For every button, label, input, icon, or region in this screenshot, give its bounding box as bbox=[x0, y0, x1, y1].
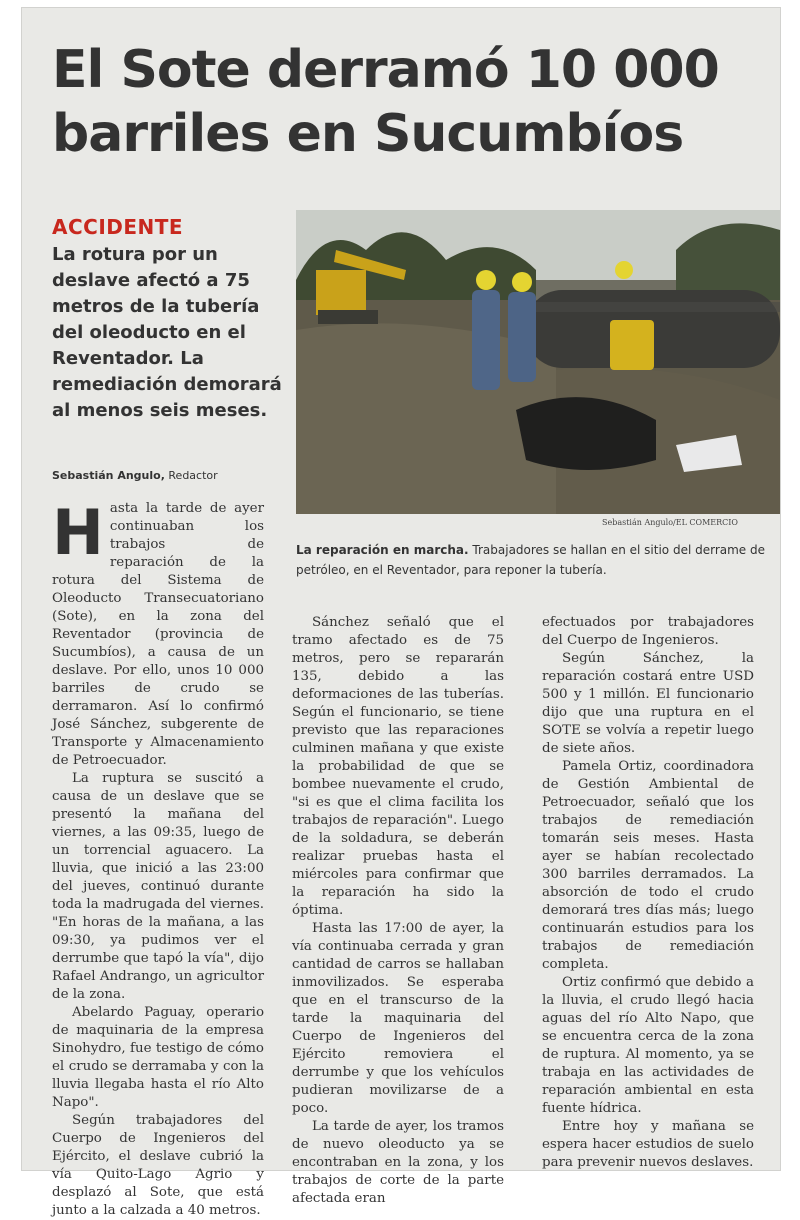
drop-cap: H bbox=[52, 496, 104, 569]
paragraph: asta la tarde de ayer continuaban los trabajos de reparación de la rotura del Sistema de Oleoducto Transecuatoriano (Sote), en la zona del Reventador (provincia de Sucumbíos), a causa de un deslave. Por ello, unos 10 000 barriles de crudo se derramaron. Así lo confirmó José Sánchez, subgerente de Transporte y Almacenamiento de Petroecuador. bbox=[52, 501, 264, 768]
caption-lead: La reparación en marcha. bbox=[296, 543, 469, 557]
paragraph: Ortiz confirmó que debido a la lluvia, el crudo llegó hacia aguas del río Alto Napo, que se encuentra cerca de la zona de ruptura. Al momento, ya se trabaja en las actividades de reparación ambiental en esta fuente hídrica. bbox=[542, 975, 754, 1116]
headline: El Sote derramó 10 000 barriles en Sucumbíos bbox=[52, 40, 719, 164]
newspaper-clipping bbox=[22, 8, 780, 1218]
paragraph: La tarde de ayer, los tramos de nuevo oleoducto ya se encontraban en la zona, y los trabajos de corte de la parte afectada eran bbox=[292, 1119, 504, 1206]
pipeline-repair-photo bbox=[296, 210, 780, 514]
article-photo bbox=[296, 210, 780, 514]
article-column-2 bbox=[292, 614, 504, 1208]
section-kicker: ACCIDENTE bbox=[52, 215, 184, 239]
paragraph: Según Sánchez, la reparación costará entre USD 500 y 1 millón. El funcionario dijo que una ruptura en el SOTE se volvía a repetir luego de siete años. bbox=[542, 651, 754, 756]
paragraph: efectuados por trabajadores del Cuerpo de Ingenieros. bbox=[542, 615, 754, 648]
paragraph: Sánchez señaló que el tramo afectado es de 75 metros, pero se repararán 135, debido a las deformaciones de las tuberías. Según el funcionario, se tiene previsto que las reparaciones culminen mañana y que existe la probabilidad de que se bombee nuevamente el crudo, "si es que el clima facilita los trabajos de reparación". Luego de la soldadura, se deberán realizar pruebas hasta el miércoles para confirmar que la reparación ha sido la óptima. bbox=[292, 615, 504, 918]
byline-author: Sebastián Angulo, bbox=[52, 469, 165, 482]
paragraph: La ruptura se suscitó a causa de un deslave que se presentó la mañana del viernes, a las 09:35, luego de un torrencial aguacero. La lluvia, que inició a las 23:00 del jueves, continuó durante toda la madrugada del viernes. "En horas de la mañana, a las 09:30, ya pudimos ver el derrumbe que tapó la vía", dijo Rafael Andrango, un agricultor de la zona. bbox=[52, 771, 264, 1002]
article-column-3 bbox=[542, 614, 754, 1172]
byline bbox=[52, 469, 218, 482]
byline-role: Redactor bbox=[168, 469, 218, 482]
paragraph: Pamela Ortiz, coordinadora de Gestión Ambiental de Petroecuador, señaló que los trabajos de remediación tomarán seis meses. Hasta ayer se habían recolectado 300 barriles derramados. La absorción de todo el crudo demorará tres días más; luego continuarán estudios para los trabajos de remediación completa. bbox=[542, 759, 754, 972]
paragraph: Abelardo Paguay, operario de maquinaria de la empresa Sinohydro, fue testigo de cómo el crudo se derramaba y con la lluvia llegaba hasta el río Alto Napo". bbox=[52, 1005, 264, 1110]
paragraph: Hasta las 17:00 de ayer, la vía continuaba cerrada y gran cantidad de carros se hallaban inmovilizados. Se esperaba que en el transcurso de la tarde la maquinaria del Cuerpo de Ingenieros del Ejército removiera el derrumbe y que los vehículos pudieran movilizarse de a poco. bbox=[292, 921, 504, 1116]
caption-text: Trabajadores se hallan en el sitio del derrame de petróleo, en el Reventador, para reponer la tubería. bbox=[296, 543, 766, 577]
paragraph: Según trabajadores del Cuerpo de Ingenieros del Ejército, el deslave cubrió la vía Quito-Lago Agrio y desplazó al Sote, que está junto a la calzada a 40 metros. bbox=[52, 1113, 264, 1218]
photo-caption bbox=[296, 540, 780, 580]
subheadline: La rotura por un deslave afectó a 75 metros de la tubería del oleoducto en el Reventador. La remediación demorará al menos seis meses. bbox=[52, 244, 282, 421]
paragraph: Entre hoy y mañana se espera hacer estudios de suelo para prevenir nuevos deslaves. bbox=[542, 1119, 754, 1170]
photo-credit: Sebastián Angulo/EL COMERCIO bbox=[602, 518, 738, 527]
article-column-1 bbox=[52, 496, 264, 1220]
